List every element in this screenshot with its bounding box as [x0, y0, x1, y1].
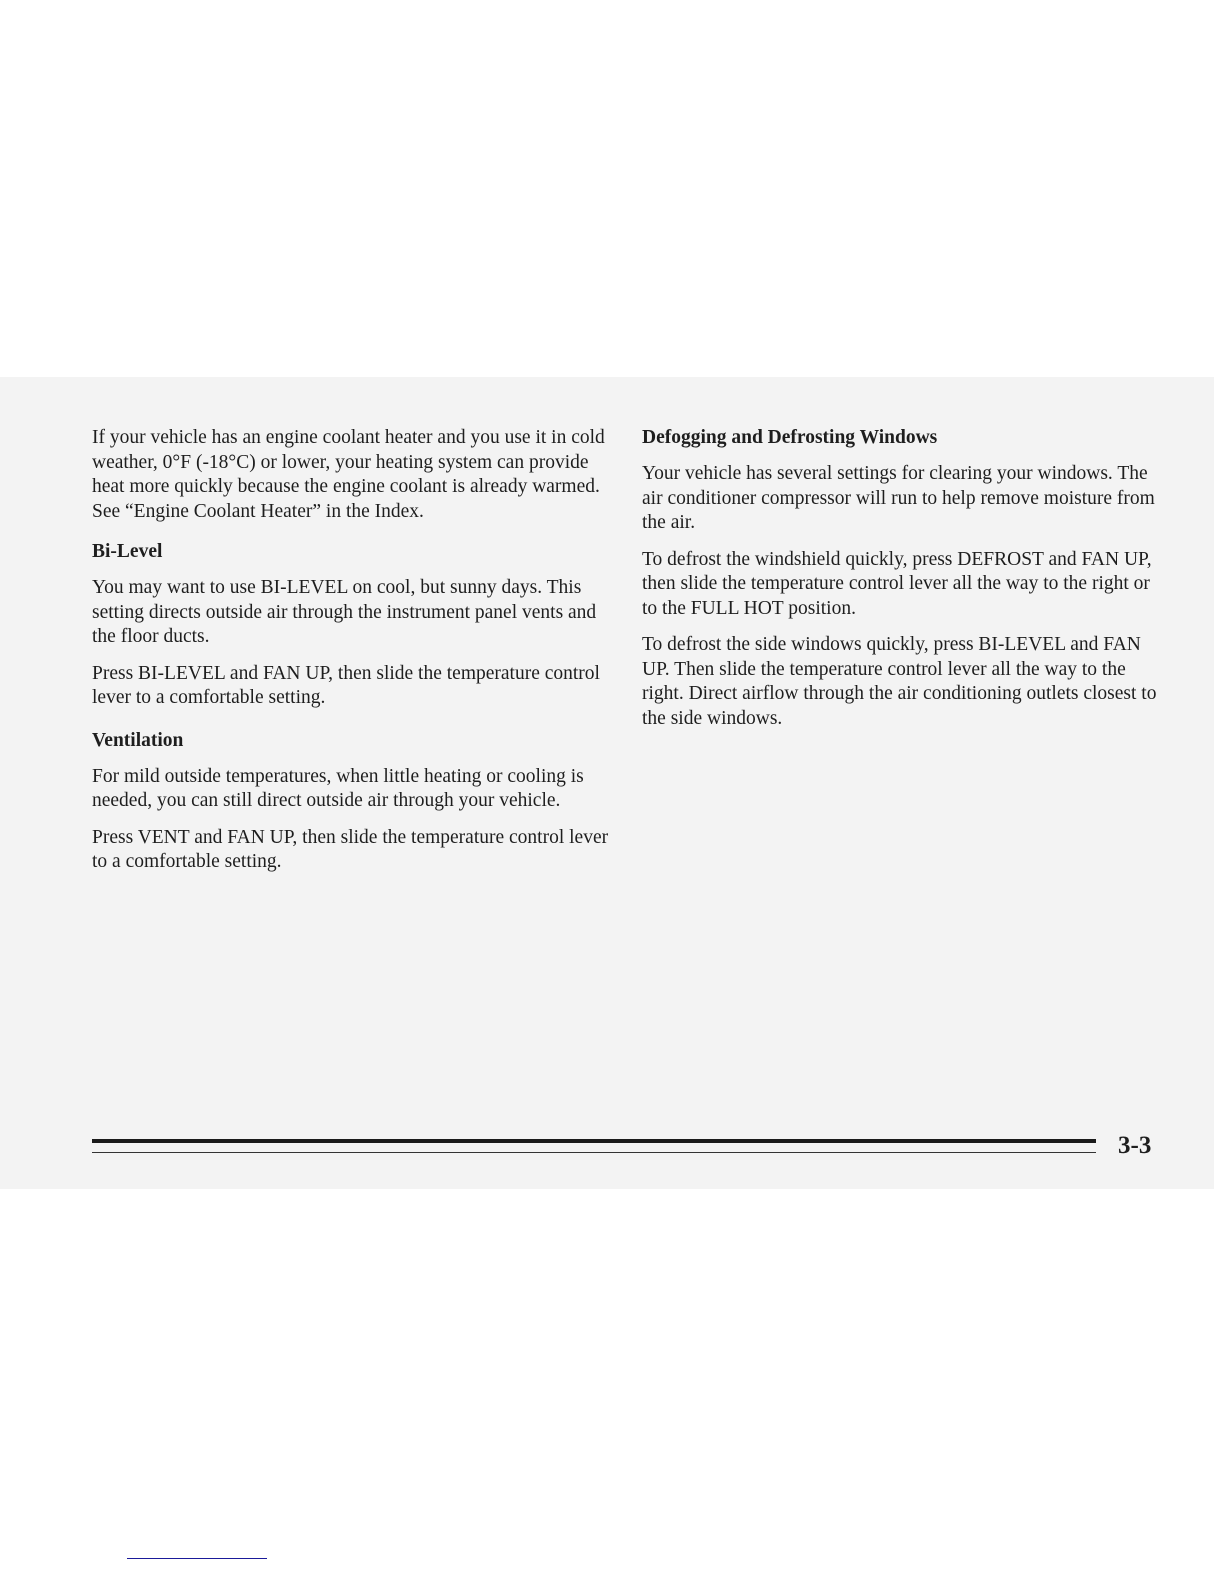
intro-paragraph: If your vehicle has an engine coolant heater and you use it in cold weather, 0°F (-18°C) or lower, your heating system can provide heat more quickly because the engine coolant is already warmed. See “Engine Coolant Heater” in the Index. [92, 427, 605, 522]
defog-paragraph-1: Your vehicle has several settings for clearing your windows. The air conditioner compressor will run to help remove moisture from the air. [642, 463, 1155, 533]
page-number: 3-3 [1118, 1132, 1152, 1159]
ventilation-paragraph-1: For mild outside temperatures, when little heating or cooling is needed, you can still direct outside air through your vehicle. [92, 765, 584, 811]
defog-paragraph-2: To defrost the windshield quickly, press DEFROST and FAN UP, then slide the temperature control lever all the way to the right or to the FULL HOT position. [642, 548, 1152, 619]
ventilation-heading: Ventilation [92, 729, 184, 751]
bilevel-paragraph-1: You may want to use BI-LEVEL on cool, but sunny days. This setting directs outside air through the instrument panel vents and the floor ducts. [92, 577, 597, 647]
right-column [642, 426, 1162, 743]
ventilation-paragraph-2: Press VENT and FAN UP, then slide the temperature control lever to a comfortable setting. [92, 826, 609, 872]
defog-heading: Defogging and Defrosting Windows [642, 427, 938, 448]
left-column [92, 426, 612, 887]
footnote-rule [127, 1558, 267, 1559]
footer-rule-thick [92, 1139, 1096, 1143]
defog-paragraph-3: To defrost the side windows quickly, press BI-LEVEL and FAN UP. Then slide the temperature control lever all the way to the right. Direct airflow through the air conditioning outlets closest to the side windows. [642, 634, 1157, 729]
bilevel-paragraph-2: Press BI-LEVEL and FAN UP, then slide the temperature control lever to a comfortable setting. [92, 662, 600, 708]
bilevel-heading: Bi-Level [92, 541, 163, 562]
footer-rule-thin [92, 1152, 1096, 1153]
